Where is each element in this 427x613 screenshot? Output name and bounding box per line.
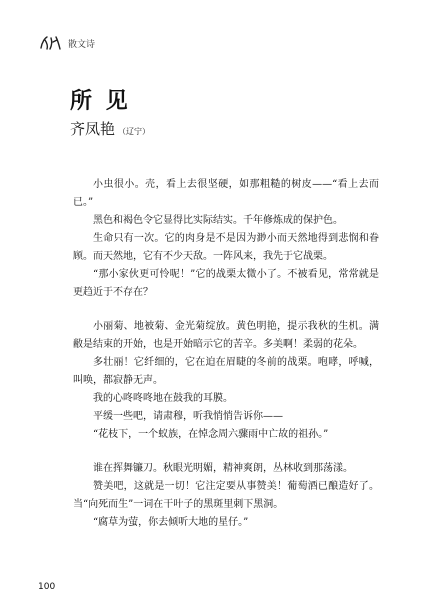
paragraph-gap [73,444,379,460]
body-paragraph: “那小家伙更可怜呢！”它的战栗太微小了。不被看见，常常就是更趋近于不存在？ [73,269,379,298]
page-header [38,34,95,52]
body-paragraph: 生命只有一次。它的肉身是不是因为渺小而天然地得到悲悯和眷顾。而天然地，它有不少天敌。一阵风来，我先于它战栗。 [73,233,379,262]
body-paragraph: 小虫很小。壳，看上去很坚硬，如那粗糙的树皮——“看上去而已。” [73,179,379,208]
body-paragraph: 多壮丽！它纤细的，它在迫在眉睫的冬前的战栗。咆哮，呼喊，叫唤，都寂静无声。 [73,357,379,386]
article-body [73,176,379,532]
article-title: 所 见 [70,88,131,114]
body-paragraph: “腐草为萤，你去倾听大地的星仔。” [93,517,249,528]
body-paragraph: 黑色和褐色令它显得比实际结实。千年修炼成的保护色。 [93,215,343,226]
body-paragraph: 平缓一些吧，请肃穆，听我悄悄告诉你—— [93,411,283,422]
calligraphy-logo-icon [38,34,64,52]
author-line [70,118,150,139]
body-paragraph: 小丽菊、地被菊、金光菊绽放。黄色明艳，提示我秋的生机。满敝是结束的开始，也是开始暗示它的苦辛。多美啊！柔弱的花朵。 [73,321,379,350]
body-paragraph: 赞美吧，这就是一切！它注定要从事赞美！葡萄酒已酿造好了。当“向死而生”一词在干叶子的黑斑里刺下黑洞。 [73,481,379,510]
page-number: 100 [38,582,56,592]
section-label: 散文诗 [68,39,96,50]
body-paragraph: 谁在挥舞镰刀。秋眼光明媚，精神爽朗，丛林收到那荡漾。 [93,463,353,474]
author-name: 齐凤艳 [70,120,116,138]
paragraph-gap [73,302,379,318]
body-paragraph: 我的心咚咚咚地在鼓我的耳膜。 [93,393,233,404]
body-paragraph: “花枝下，一个蚁族，在悼念周六骤雨中亡故的祖孙。” [93,429,329,440]
author-region: （辽宁） [118,127,151,136]
